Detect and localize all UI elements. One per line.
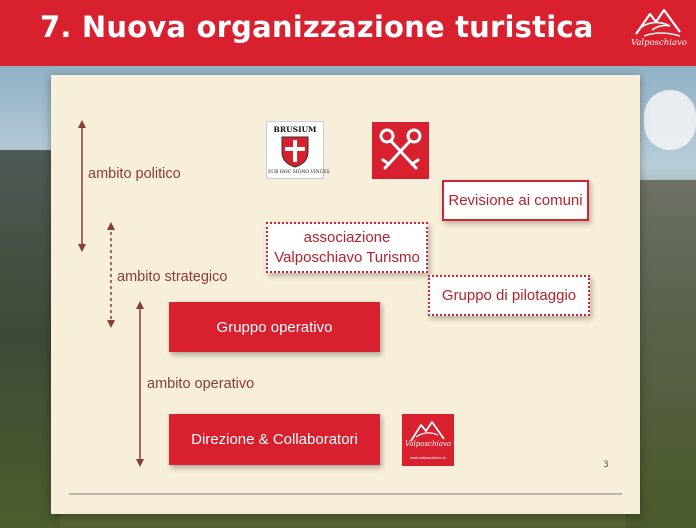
gruppo-operativo-box — [169, 302, 380, 352]
crossed-keys-icon — [372, 122, 429, 179]
strategic-range-arrow — [106, 222, 116, 328]
slide — [51, 75, 640, 514]
revisione-box — [442, 180, 589, 221]
brusium-name: BRUSIUM — [273, 125, 317, 134]
gruppo-operativo-text: Gruppo operativo — [216, 318, 333, 336]
mountain-logo-icon — [630, 4, 688, 40]
keys-coat-of-arms — [372, 122, 429, 179]
associazione-box — [266, 222, 428, 273]
logo-text: Valposchiavo — [630, 38, 687, 48]
cloud — [644, 90, 696, 150]
page-title: 7. Nuova organizzazione turistica — [40, 10, 594, 44]
direzione-box — [169, 414, 380, 465]
brusium-motto: SUB HOC SIGNO VINCES — [268, 170, 330, 175]
political-range-arrow — [77, 120, 87, 252]
associazione-line2: Valposchiavo Turismo — [274, 248, 420, 266]
badge-text: Valposchiavo — [404, 440, 452, 448]
valposchiavo-badge — [402, 414, 454, 466]
header-bar — [0, 0, 696, 66]
shield-icon — [281, 136, 309, 168]
label-operative: ambito operativo — [147, 376, 255, 392]
valposchiavo-logo — [630, 4, 688, 60]
revisione-text: Revisione ai comuni — [448, 192, 583, 209]
page-number: 3 — [603, 460, 609, 470]
associazione-line1: associazione — [303, 228, 391, 246]
badge-url: www.valposchiavo.ch — [409, 456, 447, 460]
label-political: ambito politico — [88, 166, 181, 182]
label-strategic: ambito strategico — [117, 269, 228, 285]
pilotaggio-text: Gruppo di pilotaggio — [441, 287, 577, 304]
operative-range-arrow — [135, 301, 145, 467]
pilotaggio-box — [428, 275, 590, 316]
slide-bottom-divider — [69, 493, 622, 495]
brusium-coat-of-arms — [266, 121, 330, 179]
direzione-text: Direzione & Collaboratori — [191, 431, 358, 448]
